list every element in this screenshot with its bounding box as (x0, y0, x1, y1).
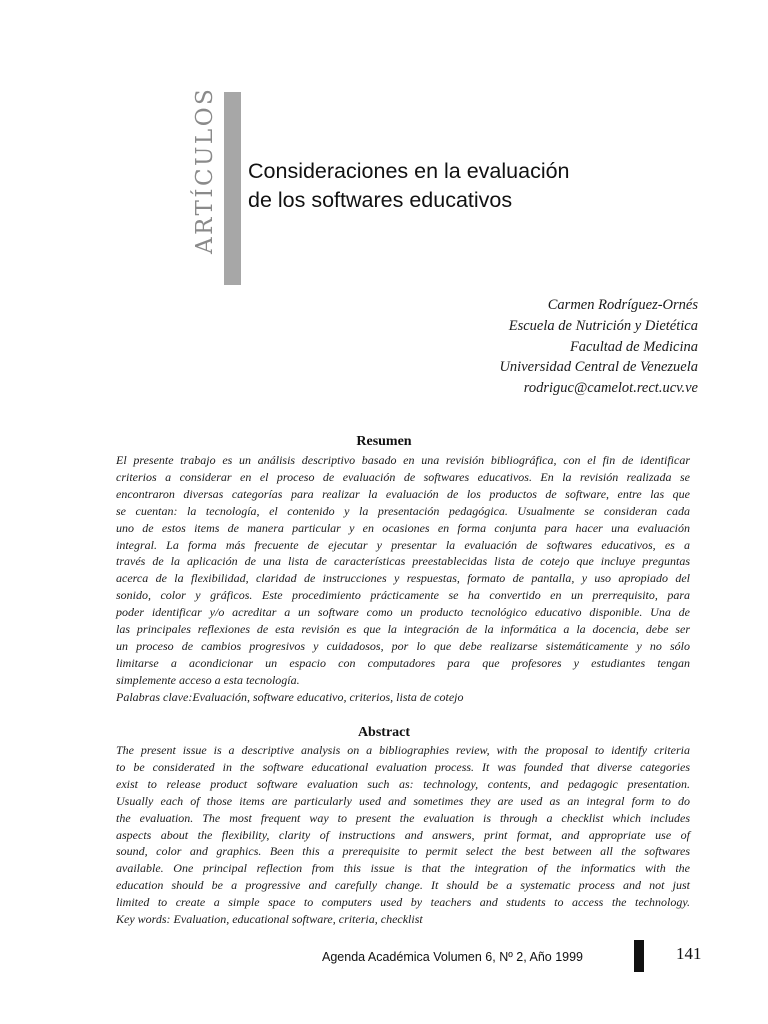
abstract-line: limited to create a simple space to computers used by teachers and students to access the technology. (116, 895, 690, 910)
resumen-line: un proceso de cambios progresivos y cuidadosos, por lo que debe realizarse sistemáticamente y no sólo (116, 638, 690, 653)
abstract-line: available. One principal reflection from this issue is that the integration of the informatics with the (116, 861, 690, 876)
page-number: 141 (676, 944, 702, 963)
resumen-line: sonido, color y gráficos. Este procedimiento prácticamente se ha convertido en un prerrequisito, para (116, 588, 690, 603)
footer-bar (634, 940, 644, 972)
author-name: Carmen Rodríguez-Ornés (547, 297, 698, 313)
resumen-keywords: Palabras clave:Evaluación, software educativo, criterios, lista de cotejo (116, 689, 464, 704)
abstract-line: sound, color and graphics. Been this a prerequisite to permit select the best between all the softwares (116, 844, 690, 859)
resumen-line: limitarse a acondicionar un espacio con computadores para que profesores y estudiantes tengan (116, 655, 690, 670)
resumen-line: poder identificar y/o acreditar a un software como un producto tecnológico educativo disponible. Una de (116, 605, 690, 620)
abstract-heading: Abstract (357, 725, 411, 740)
abstract-keywords: Key words: Evaluation, educational software, criteria, checklist (116, 912, 423, 927)
section-tab (186, 86, 241, 285)
author-email: rodriguc@camelot.rect.ucv.ve (523, 380, 698, 397)
journal-citation: Agenda Académica Volumen 6, Nº 2, Año 1999 (322, 950, 583, 964)
resumen-line: criterios a considerar en el proceso de evaluación de softwares educativos. En la revisión realizada se (116, 469, 690, 484)
title-line-2: de los softwares educativos (248, 188, 513, 212)
abstract-line: the evaluation. The most frequent way to present the evaluation is through a checklist which includes (116, 810, 690, 825)
abstract-line: aspects about the flexibility, clarity of instructions and answers, print format, and appropriate use of (116, 827, 690, 842)
resumen-line: El presente trabajo es un análisis descriptivo basado en una revisión bibliográfica, con el fin de identificar (116, 453, 690, 467)
author-faculty: Facultad de Medicina (569, 338, 698, 355)
section-bar (224, 92, 241, 285)
resumen-line: uno de estos items de manera particular y en ocasiones en forma conjunta para hacer una evaluación (116, 520, 690, 535)
resumen-line: las principales reflexiones de esta revisión es que la integración de la informática a la docencia, debe ser (116, 622, 690, 637)
author-university: Universidad Central de Venezuela (499, 359, 698, 376)
resumen-line: integral. La forma más frecuente de ejecutar y presentar la evaluación de softwares educativos, es a (116, 537, 690, 552)
article-title (248, 157, 718, 215)
abstract-line: to be considerated in the software educational evaluation process. It was founded that diverse categories (116, 759, 690, 774)
resumen-heading: Resumen (356, 434, 412, 449)
abstract-line: Usually each of those items are particularly used and sometimes they are used as an integral form to do (116, 793, 690, 808)
resumen-line: través de la aplicación de una lista de características preestablecidas lista de cotejo que incluye preguntas (116, 554, 690, 569)
abstract-line: exist to release product software evaluation such as: technology, contents, and pedagogic presentation. (116, 776, 690, 791)
section-label: ARTÍCULOS (192, 86, 218, 254)
resumen-line: acerca de la flexibilidad, claridad de instrucciones y respuestas, formato de pantalla, y uso apropiado del (116, 571, 690, 586)
resumen-body (116, 452, 690, 706)
title-line-1: Consideraciones en la evaluación (248, 159, 570, 183)
resumen-line: se cuentan: la tecnología, el contenido y la presentación pedagógica. Usualmente se consideran cada (116, 503, 690, 518)
abstract-line: The present issue is a descriptive analysis on a bibliographies review, with the proposal to identify criteria (116, 743, 690, 757)
resumen-line: simplemente acceso a esta tecnología. (116, 672, 300, 687)
abstract-line: education should be a progressive and carefully change. It should be a systematic process and not just (116, 878, 690, 893)
resumen-line: encontraron diversas categorías para realizar la evaluación de los productos de software, entre las que (116, 486, 690, 501)
abstract-body (116, 742, 690, 928)
author-department: Escuela de Nutrición y Dietética (508, 317, 698, 334)
author-block (499, 295, 698, 399)
